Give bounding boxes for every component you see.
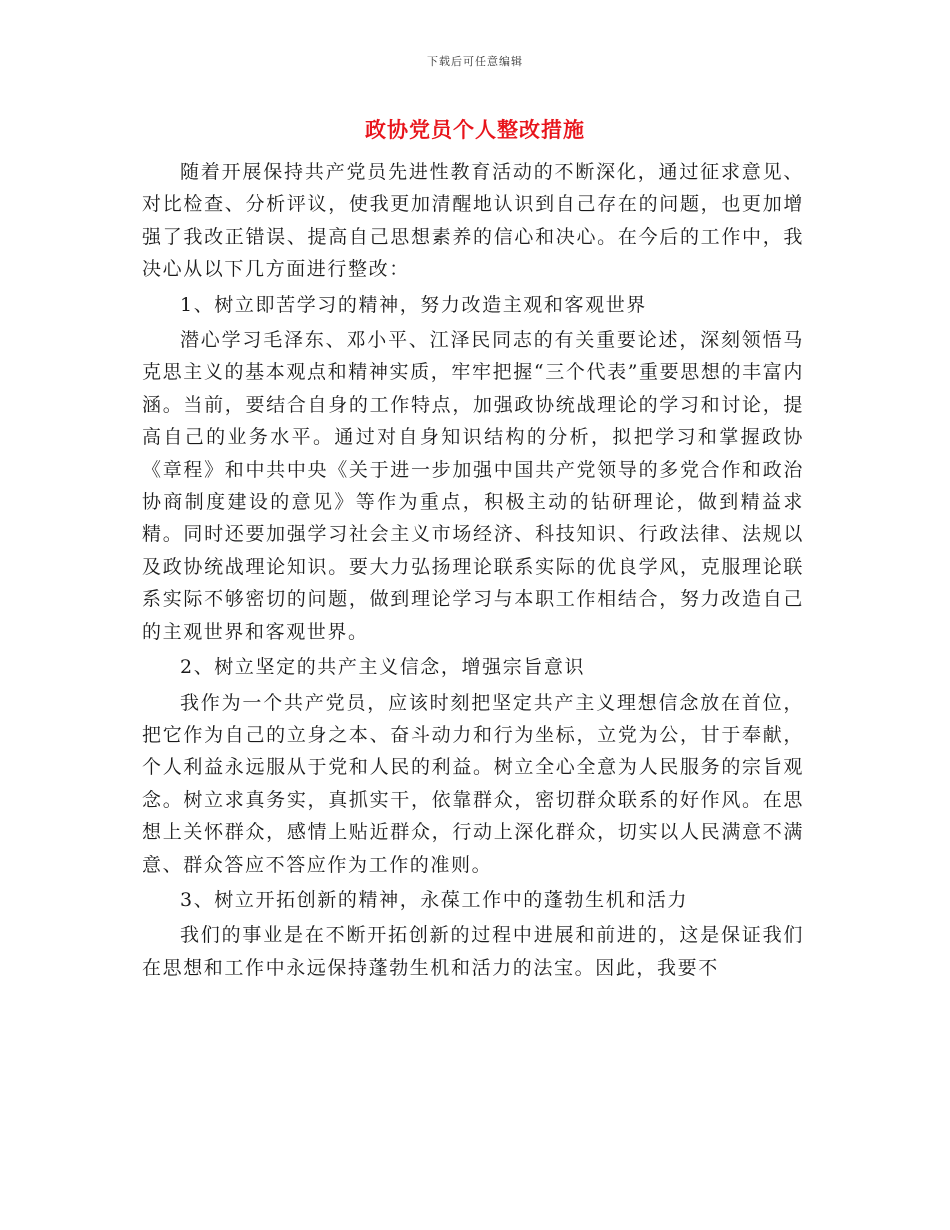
header-note: 下载后可任意编辑 (427, 55, 523, 68)
section-paragraph-2: 我作为一个共产党员，应该时刻把坚定共产主义理想信念放在首位，把它作为自己的立身之本、奋斗动力和行为坐标，立党为公，甘于奉献，个人利益永远服从于党和人民的利益。树立全心全意为人民服务的宗旨观念。树立求真务实，真抓实干，依靠群众，密切群众联系的好作风。在思想上关怀群众，感情上贴近群众，行动上深化群众，切实以人民满意不满意、群众答应不答应作为工作的准则。 (142, 691, 804, 876)
section-paragraph-1: 潜心学习毛泽东、邓小平、江泽民同志的有关重要论述，深刻领悟马克思主义的基本观点和精神实质，牢牢把握“三个代表”重要思想的丰富内涵。当前，要结合自身的工作特点，加强政协统战理论的学习和讨论，提高自己的业务水平。通过对自身知识结构的分析，拟把学习和掌握政协《章程》和中共中央《关于进一步加强中国共产党领导的多党合作和政治协商制度建设的意见》等作为重点，积极主动的钻研理论，做到精益求精。同时还要加强学习社会主义市场经济、科技知识、行政法律、法规以及政协统战理论知识。要大力弘扬理论联系实际的优良学风，克服理论联系实际不够密切的问题，做到理论学习与本职工作相结合，努力改造自己的主观世界和客观世界。 (142, 329, 804, 643)
section-paragraph-3: 我们的事业是在不断开拓创新的过程中进展和前进的，这是保证我们在思想和工作中永远保持蓬勃生机和活力的法宝。因此，我要不 (142, 924, 804, 979)
document-title: 政协党员个人整改措施 (365, 117, 585, 142)
section-heading-3: 3、树立开拓创新的精神，永葆工作中的蓬勃生机和活力 (180, 888, 689, 911)
intro-paragraph: 随着开展保持共产党员先进性教育活动的不断深化，通过征求意见、对比检查、分析评议，使我更加清醒地认识到自己存在的问题，也更加增强了我改正错误、提高自己思想素养的信心和决心。在今后的工作中，我决心从以下几方面进行整改： (142, 161, 804, 281)
section-heading-2: 2、树立坚定的共产主义信念，增强宗旨意识 (180, 656, 586, 679)
document-body (142, 156, 804, 984)
section-heading-1: 1、树立即苦学习的精神，努力改造主观和客观世界 (180, 293, 647, 316)
